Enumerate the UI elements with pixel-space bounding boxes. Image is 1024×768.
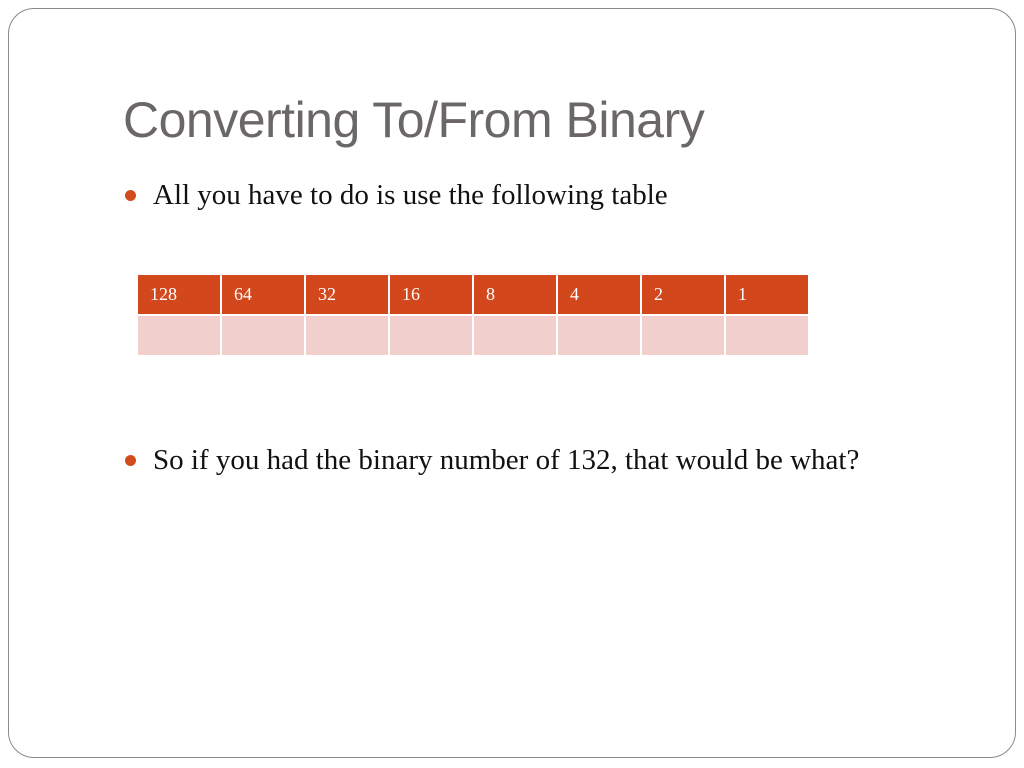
slide-frame	[8, 8, 1016, 758]
bullet-item	[125, 444, 859, 477]
bullet-text: All you have to do is use the following table	[153, 179, 668, 211]
table-cell	[137, 315, 221, 356]
table-row	[137, 315, 809, 356]
table-header-cell: 1	[725, 274, 809, 315]
binary-place-value-table	[136, 273, 810, 357]
table-header-cell: 16	[389, 274, 473, 315]
table-cell	[725, 315, 809, 356]
table-cell	[473, 315, 557, 356]
bullet-dot-icon	[125, 455, 136, 466]
table-cell	[641, 315, 725, 356]
table-header-cell: 8	[473, 274, 557, 315]
table-header-cell: 64	[221, 274, 305, 315]
table-cell	[305, 315, 389, 356]
table-header-cell: 4	[557, 274, 641, 315]
table-header-cell: 2	[641, 274, 725, 315]
table-header-cell: 128	[137, 274, 221, 315]
table-header-cell: 32	[305, 274, 389, 315]
bullet-dot-icon	[125, 190, 136, 201]
table-cell	[389, 315, 473, 356]
table-cell	[557, 315, 641, 356]
table-header-row	[137, 274, 809, 315]
bullet-item	[125, 179, 668, 212]
table-cell	[221, 315, 305, 356]
bullet-text: So if you had the binary number of 132, that would be what?	[153, 444, 860, 476]
slide-title: Converting To/From Binary	[123, 92, 705, 148]
